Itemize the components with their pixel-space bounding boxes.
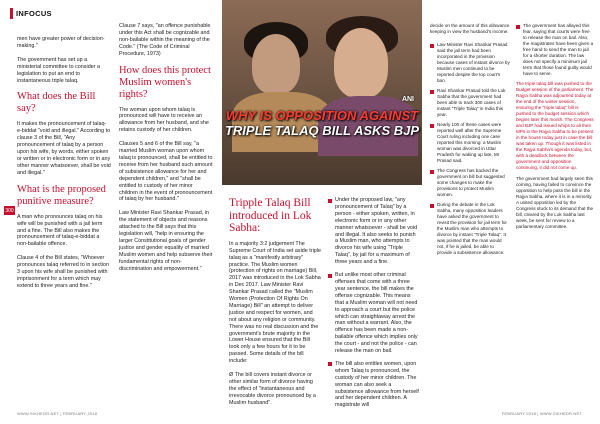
col1-paragraph-1: men have greater power of decision-making." [17, 36, 105, 49]
col3-paragraph-2: Ø The bill covers instant divorce or other similar form of divorce having the effect of "instantaneous and irrevocable divorce pronounced by a Muslim husband". [229, 372, 316, 406]
col1-heading-punitive: What is the proposed punitive measure? [17, 183, 106, 207]
bullet-square-icon [430, 44, 434, 48]
photo-person-2 [334, 28, 388, 98]
footer-right: FEBRUARY 2018 | WWW.SIKHEDR.NET [501, 411, 582, 416]
col2-heading-rights: How does this protect Muslim women's rights? [119, 64, 211, 100]
col6-paragraph-1: The government had largely seen this coming, having failed to convince the opposition to help pass the bill in the Rajya Sabha, where it is in a minority. A united opposition led by the Congress stuck to its demand that the bill, cleared by the Lok Sabha last week, be sent for review to a parliamentary committee. [516, 176, 594, 229]
bullet-square-icon [516, 25, 520, 29]
column-2 [119, 23, 213, 279]
photo-caption-line-2: TRIPLE TALAQ BILL ASKS BJP [224, 123, 420, 138]
col1-paragraph-3: It makes the pronouncement of talaq-e-biddat "void and illegal." According to clause 3 of the Bill, "Any pronouncement of talaq by a person upon his wife, by words, either spoken or written or in electronic form or in any other manner whatsoever, shall be void and illegal." [17, 121, 111, 176]
list-item: Nearly 100 of these cases were reported well after the Supreme Court ruling including one case reported this morning: a Muslim woman was divorced in Uttar Pradesh for waking up late, Mr Prasad said. [430, 122, 510, 164]
col2-paragraph-4: Law Minister Ravi Shankar Prasad, in the statement of objects and reasons attached to the Bill says that this legislation will, "help in ensuring the larger Constitutional goals of gender justice and gender equality of married Muslim women and help subserve their fundamental rights of non-discrimination and empowerment." [119, 210, 213, 272]
column-4 [328, 197, 420, 415]
photo-caption [222, 108, 422, 138]
list-item: The bill also entitles women, upon whom Talaq is pronounced, the custody of her minor children. The woman can also seek a subsistence allowance from herself and her dependent children. A magistrate will [328, 361, 420, 409]
section-label: INFOCUS [16, 8, 52, 18]
bullet-square-icon [328, 199, 332, 203]
list-item: The government has allayed this fear, saying that courts were free to release the man on bail. Also, the magistrates have been given a free hand to send the man to jail for a shorter duration. The law does not specify a minimum jail term that those found guilty would have to serve. [516, 23, 594, 77]
col1-paragraph-4: A man who pronounces talaq on his wife will be punished with a jail term and a fine. The Bill also makes the pronouncement of talaq-e-biddat a non-bailable offence. [17, 213, 103, 248]
col3-heading-lok-sabha: Tripple Talaq Bill introduced in Lok Sabha: [229, 197, 312, 235]
col1-heading-bill: What does the Bill say? [17, 91, 96, 115]
col1-paragraph-5: Clause 4 of the Bill states, "Whoever pronounces talaq referred to in section 3 upon his wife shall be punished with imprisonment for a term which may extend to three years and fine." [17, 255, 109, 289]
page-number: 300 [5, 207, 14, 214]
list-item: Ravi Shankar Prasad told the Lok Sabha that the government had been able to track 300 cases of instant "Triple Talaq" in India this year. [430, 88, 510, 118]
col2-paragraph-3: Clauses 5 and 6 of the Bill say, "a married Muslim woman upon whom talaq is pronounced, shall be entitled to receive from her husband such amount of subsistence allowance for her and dependent children," and "shall be entitled to custody of her minor children in the event of pronouncement of talaq by her husband." [119, 141, 213, 203]
list-item: Under the proposed law, "any pronouncement of Talaq" by a person - either spoken, written, in electronic form or in any other manner whatsoever - shall be void and illegal. It also seeks to punish a Muslim man, who attempts to divorce his wife using "Triple Talaq", by jail for a maximum of three years and a fine. [328, 197, 420, 266]
col2-paragraph-1: Clause 7 says, "an offence punishable under this Act shall be cognizable and non-bailable within the meaning of the Code." (The Code of Criminal Procedure, 1973) [119, 23, 211, 57]
col6-highlight-paragraph: The triple talaq bill was pushed to the Budget session of the parliament. The Rajya Sabha was adjourned today at the end of the winter session, ensuring the "triple talaq" bill is pushed to the budget session which begins later this month. The Congress and BJP had issued whips to all their MPs in the Rajya Sabha to be present in the house today just in case the bill was taken up. Though it was listed in the Rajya Sabha's agenda today, but, with a deadlock between the government and opposition continuing, it did not come up. [516, 81, 594, 170]
section-header [10, 6, 52, 20]
list-item: But unlike most other criminal offenses that come with a three year sentence, the bill makes the offense cognizable. This means that a Muslim woman will not need to approach a court but the police which can straightaway arrest the man without a warrant. Also, the offence has been made a non-bailable offence which implies only the court - and not the police - can release the man on bail. [328, 272, 420, 355]
column-6 [516, 23, 594, 235]
col5-paragraph-1: decide on the amount of this allowance keeping in view the husband's income. [430, 23, 510, 34]
col2-paragraph-2: The woman upon whom talaq is pronounced will have to receive an allowance from her husband, and she retains custody of her children. [119, 106, 209, 134]
list-item: The Congress has backed the government on bill but suggested some changes to make the provisions to protect Muslim women. [430, 168, 510, 198]
bullet-square-icon [430, 90, 434, 94]
col1-paragraph-2: The government has set up a ministerial committee to consider a legislation to put an end to instantaneous triple talaq. [17, 56, 100, 84]
broadcaster-logo: ANI [401, 96, 414, 103]
bullet-square-icon [430, 204, 434, 208]
col3-paragraph-1: In a majority 3:2 judgement The Supreme Court of India set aside triple talaq as a "manifestly arbitrary" practice. The Muslim women (protection of rights on marriage) Bill, 2017 was introduced in the Lok Sabha in Dec 2017. Law Minister Ravi Shankar Prasad called the "Muslim Women (Protection Of Rights On Marriage) Bill" an attempt to deliver justice and respect for women, and not about any religion or community. There was no real discussion and the government's brute majority in the Lower House ensured that the Bill took only a few hours for it to be passed. Some details of the bill include: [229, 240, 321, 365]
bullet-square-icon [328, 274, 332, 278]
column-1 [17, 36, 111, 297]
bullet-square-icon [328, 362, 332, 366]
footer-left: WWW.SIKHEDR.NET | FEBRUARY 2018 [17, 411, 98, 416]
photo-person-1 [252, 34, 300, 94]
bullet-square-icon [430, 170, 434, 174]
bullet-square-icon [430, 124, 434, 128]
list-item: Law Minister Ravi Shankar Prasad said the jail term had been incorporated in the provision because cases of instant divorce by Muslim men continued to be reported despite the top court's ban. [430, 42, 510, 84]
news-photo [222, 0, 422, 185]
header-accent-bar [10, 8, 13, 19]
list-item: During the debate in the Lok Sabha, many opposition leaders have asked the government to revisit the provision for jail term for the Muslim man who attempts to divorce by instant "Triple Talaq". It was pointed that the man would not, if he is jailed, be able to provide a subsistence allowance. [430, 202, 510, 256]
column-5 [430, 23, 510, 260]
column-3 [229, 197, 321, 414]
photo-caption-line-1: WHY IS OPPOSITION AGAINST [225, 108, 419, 123]
